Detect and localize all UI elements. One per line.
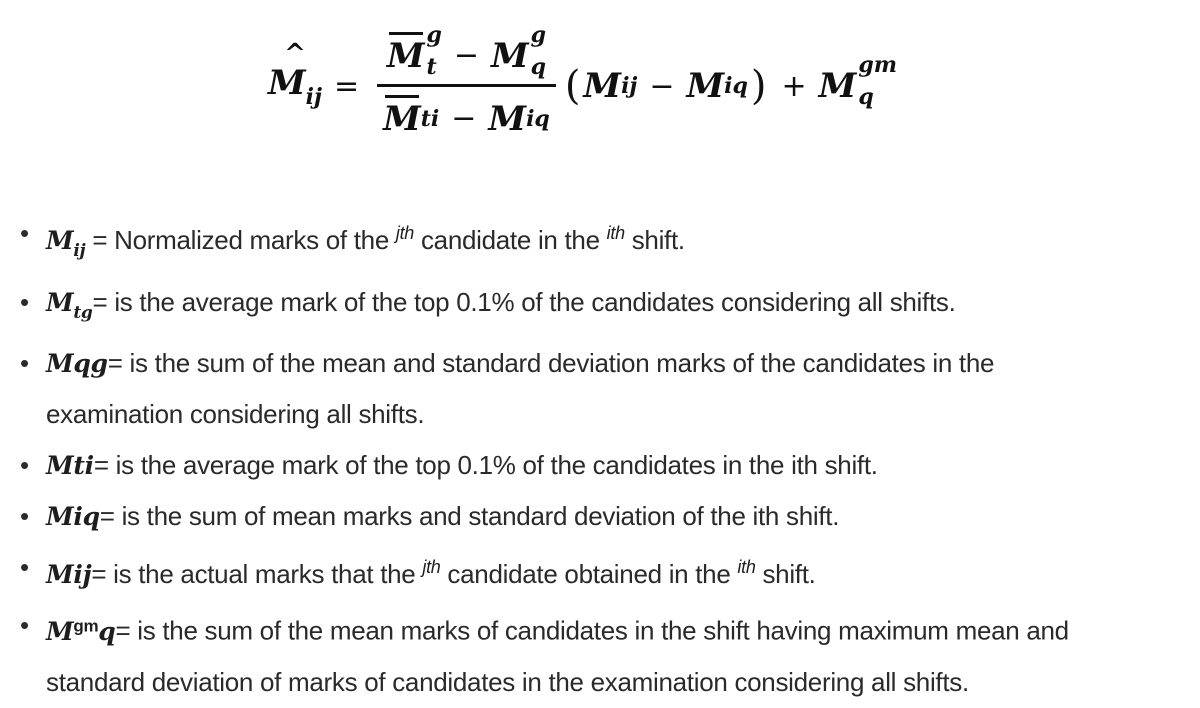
- ordinal-suffix: th: [426, 557, 441, 578]
- ordinal-suffix: th: [741, 557, 756, 578]
- definition-text-continued: standard deviation of marks of candidates in the examination considering all shifts.: [46, 666, 969, 697]
- term-symbol: [46, 617, 115, 646]
- formula-lhs-symbol: M: [268, 62, 306, 103]
- formula-lhs-subscript: ij: [305, 83, 322, 110]
- last-term: [819, 66, 857, 106]
- formula-fraction: [377, 21, 556, 139]
- term-symbol: Miq: [46, 502, 100, 532]
- term-superscript: gm: [73, 616, 99, 636]
- definition-text: shift.: [755, 559, 816, 590]
- definition-text: = Normalized marks of the: [85, 224, 396, 255]
- numerator-term-1-symbol: M: [386, 35, 425, 76]
- bullet-icon: •: [20, 218, 29, 248]
- list-item: [20, 600, 1195, 708]
- fraction-denominator: [377, 87, 556, 139]
- definition-text: shift.: [624, 224, 685, 255]
- term-symbol: Mti: [46, 451, 94, 481]
- minus-sign: −: [451, 101, 477, 136]
- ordinal-suffix: th: [399, 223, 415, 243]
- definition-text: candidate in the: [414, 224, 607, 255]
- paren-term-2: [687, 66, 725, 106]
- term-letter: M: [46, 616, 74, 646]
- bullet-icon: •: [20, 610, 29, 641]
- definition-text: = is the sum of the mean marks of candidates in the shift having maximum mean and: [115, 615, 1069, 646]
- subscript: q: [530, 53, 547, 80]
- list-item: [20, 277, 1195, 339]
- subscript: q: [858, 84, 874, 110]
- open-parenthesis: (: [564, 63, 581, 109]
- term-subscript: tg: [73, 302, 93, 323]
- ordinal-index: i: [737, 557, 742, 578]
- subscript: ij: [621, 73, 638, 99]
- denominator-term-2: [488, 99, 526, 139]
- bullet-icon: •: [20, 552, 29, 583]
- numerator-term-2-indices: [530, 21, 547, 80]
- superscript: gm: [858, 52, 897, 78]
- definition-text: candidate obtained in the: [440, 559, 738, 590]
- list-item: [20, 440, 1195, 491]
- minus-sign: −: [453, 38, 480, 73]
- paren-term-1-symbol: M: [583, 66, 622, 106]
- list-item: [20, 208, 1195, 277]
- term-symbol: Mij: [46, 560, 92, 590]
- formula-lhs: [268, 38, 322, 110]
- denominator-term-1: [383, 99, 421, 139]
- definition-text: = is the average mark of the top 0.1% of the candidates in the ith shift.: [93, 450, 878, 481]
- list-item: [20, 542, 1195, 600]
- last-term-symbol: M: [818, 66, 857, 106]
- superscript: g: [530, 21, 547, 48]
- numerator-term-2-symbol: M: [491, 35, 529, 76]
- fraction-numerator: [381, 21, 552, 84]
- numerator-term-1-indices: [426, 21, 442, 80]
- term-symbol: [46, 225, 86, 261]
- numerator-term-2: [491, 36, 529, 76]
- bullet-icon: •: [20, 286, 29, 317]
- bullet-icon: •: [20, 450, 29, 481]
- denominator-term-2-symbol: M: [488, 98, 527, 139]
- overline: [385, 95, 419, 98]
- term-symbol: Mqg: [46, 349, 108, 379]
- definitions-list: [20, 208, 1195, 708]
- paren-term-1: [583, 66, 621, 106]
- term-subscript: ij: [73, 240, 86, 261]
- numerator-term-1: [387, 36, 425, 76]
- equals-sign: =: [333, 68, 360, 104]
- definition-text-continued: examination considering all shifts.: [46, 399, 425, 430]
- term-tail: q: [98, 616, 116, 646]
- subscript: t: [426, 53, 437, 80]
- ordinal-index: j: [395, 223, 400, 243]
- bullet-icon: •: [20, 501, 29, 532]
- definition-text: = is the sum of the mean and standard deviation marks of the candidates in the: [107, 348, 995, 379]
- term-symbol: [46, 287, 93, 323]
- subscript: iq: [724, 73, 748, 99]
- subscript: iq: [526, 105, 550, 132]
- term-letter: M: [46, 287, 74, 317]
- definition-text: = is the actual marks that the: [91, 559, 423, 590]
- last-term-indices: [858, 52, 897, 110]
- denominator-term-1-symbol: M: [383, 98, 421, 139]
- list-item: [20, 491, 1195, 542]
- hat-accent: ^: [284, 38, 306, 69]
- subscript: ti: [420, 105, 440, 132]
- term-letter: M: [46, 225, 74, 255]
- superscript: g: [426, 21, 442, 48]
- normalization-formula: [268, 6, 897, 166]
- ordinal-index: j: [422, 557, 427, 578]
- ordinal-index: i: [606, 223, 611, 243]
- definition-text: = is the sum of mean marks and standard deviation of the ith shift.: [99, 501, 840, 532]
- list-item: [20, 338, 1195, 440]
- minus-sign: −: [649, 68, 675, 104]
- overline: [389, 32, 423, 35]
- definition-text: = is the average mark of the top 0.1% of the candidates considering all shifts.: [92, 286, 956, 317]
- plus-sign: +: [781, 68, 807, 104]
- ordinal-suffix: th: [610, 223, 625, 243]
- paren-term-2-symbol: M: [686, 66, 725, 106]
- bullet-icon: •: [20, 348, 29, 379]
- close-parenthesis: ): [750, 63, 767, 109]
